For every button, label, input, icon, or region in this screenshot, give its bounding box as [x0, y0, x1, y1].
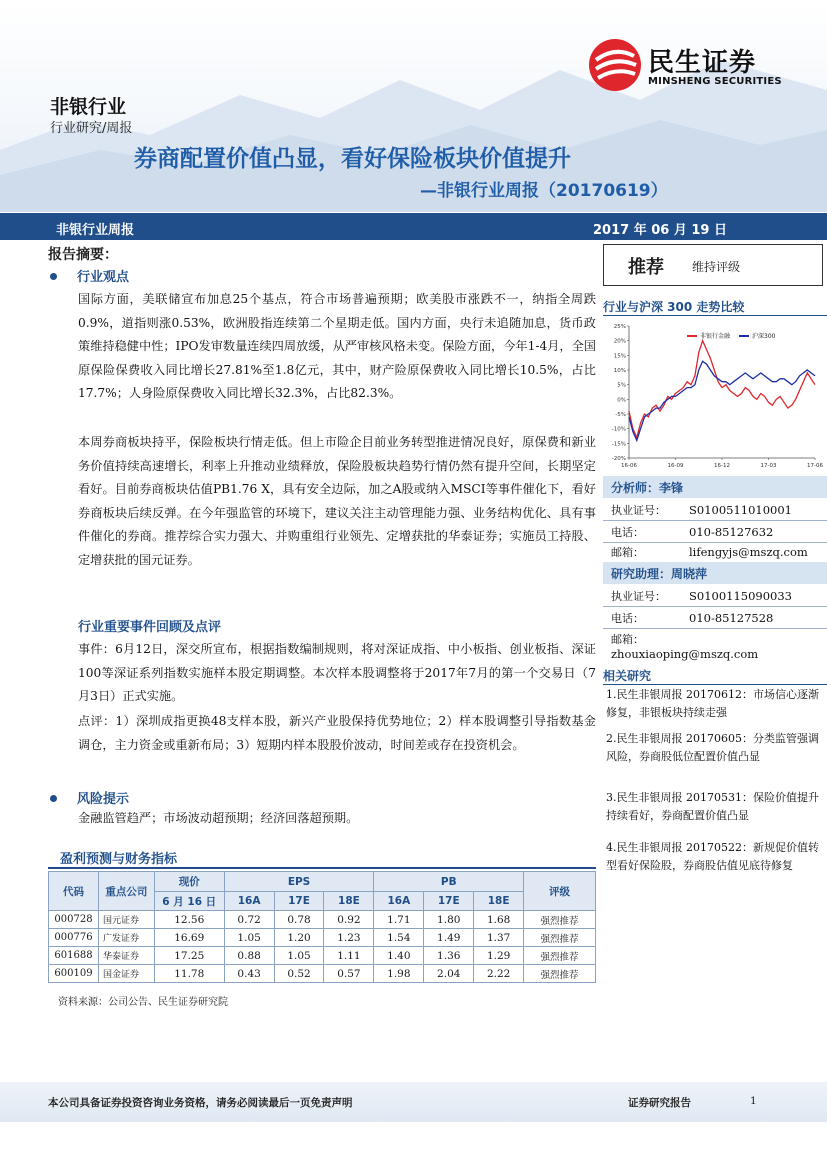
col-rating: 评级 [524, 872, 596, 911]
y-tick-label: 25% [613, 324, 626, 330]
summary-title: 报告摘要： [48, 247, 118, 263]
band-report-name: 非银行业周报 [56, 223, 135, 238]
legend-label-1: 非银行金融 [700, 333, 731, 340]
rating-value: 推荐 [628, 257, 664, 278]
y-tick-label: 0% [617, 397, 626, 404]
col-eps: EPS [224, 872, 374, 892]
report-title: 券商配置价值凸显，看好保险板块价值提升 [134, 146, 571, 172]
series-line-2 [629, 361, 815, 440]
band-report-date: 2017 年 06 月 19 日 [593, 223, 727, 238]
col-eps-17e: 17E [274, 892, 324, 911]
assistant-email[interactable]: 邮箱：zhouxiaoping@mszq.com [611, 633, 759, 661]
report-type: 行业研究/周报 [50, 121, 133, 136]
y-tick-label: 10% [613, 368, 626, 374]
col-pb-18e: 18E [474, 892, 524, 911]
related-heading-rule [603, 684, 827, 685]
bullet-icon [50, 273, 57, 280]
comment-paragraph: 点评：1）深圳成指更换48支样本股，新兴产业股保持优势地位；2）样本股调整引导指数基金调仓，主力资金或重新布局；3）短期内样本股股价波动，时间差或存在投资机会。 [78, 714, 596, 752]
table-title: 盈利预测与财务指标 [60, 852, 178, 867]
related-report-1[interactable]: 1.民生非银周报 20170612：市场信心逐渐修复，非银板块持续走强 [606, 688, 819, 719]
assistant-cert: 执业证号： S0100115090033 [611, 589, 792, 603]
y-tick-label: -10% [611, 426, 626, 433]
y-tick-label: -5% [615, 412, 626, 418]
legend-label-2: 沪深300 [752, 333, 776, 340]
bullet-icon [50, 795, 57, 802]
table-source: 资料来源：公司公告、民生证券研究院 [58, 997, 228, 1008]
col-eps-18e: 18E [324, 892, 374, 911]
divider [603, 542, 827, 543]
col-code: 代码 [49, 872, 99, 911]
page-number: 1 [750, 1095, 757, 1107]
table-row: 601688 华泰证券 17.25 0.88 1.05 1.11 1.40 1.36 1.29 强烈推荐 [49, 947, 596, 965]
col-company: 重点公司 [98, 872, 154, 911]
analyst-heading-bar [603, 476, 827, 498]
col-pb: PB [374, 872, 524, 892]
divider [603, 606, 827, 607]
industry-label: 非银行业 [50, 96, 127, 118]
risk-heading: 风险提示 [48, 788, 129, 807]
footer-disclaimer: 本公司具备证券投资咨询业务资格，请务必阅读最后一页免责声明 [48, 1097, 353, 1109]
events-heading: 行业重要事件回顾及点评 [78, 620, 222, 635]
col-price: 现价 [154, 872, 224, 892]
brand-name-en: MINSHENG SECURITIES [648, 76, 782, 87]
risk-paragraph: 金融监管趋严；市场波动超预期；经济回落超预期。 [78, 811, 359, 825]
table-row: 600109 国金证券 11.78 0.43 0.52 0.57 1.98 2.04 2.22 强烈推荐 [49, 965, 596, 983]
divider [603, 520, 827, 521]
chart-heading: 行业与沪深 300 走势比较 [603, 300, 745, 314]
x-tick-label: 16-12 [714, 463, 730, 469]
x-tick-label: 16-09 [667, 463, 684, 469]
financial-forecast-table [48, 871, 596, 983]
company-logo [588, 38, 788, 98]
y-tick-label: -15% [611, 441, 626, 448]
analyst-email[interactable]: 邮箱： lifengyjs@mszq.com [611, 545, 808, 559]
view-paragraph-1: 国际方面，美联储宣布加息25个基点，符合市场普遍预期；欧美股市涨跌不一，纳指全周跌0.9%，道指则涨0.53%，欧洲股指连续第二个星期走低。国内方面，央行未追随加息，货币政策维持稳健中性；IPO发审数量连续四周放缓，从严审核风格未变。保险方面，今年1-4月，全国原保险保费收入同比增长27.81%至1.8亿元，其中，财产险原保费收入同比增长10.5%，占比17.7%；人身险原保费收入同比增长32.3%，占比82.3%。 [78, 292, 596, 401]
rating-box [603, 244, 823, 286]
x-tick-label: 16-06 [621, 463, 637, 469]
brand-name-cn: 民生证券 [648, 48, 757, 78]
related-report-3[interactable]: 3.民生非银周报 20170531：保险价值提升持续看好，券商配置价值凸显 [606, 791, 819, 822]
industry-view-heading: 行业观点 [48, 266, 129, 285]
related-heading: 相关研究 [603, 669, 652, 683]
col-pb-17e: 17E [424, 892, 474, 911]
view-paragraph-2: 本周券商板块持平，保险板块行情走低。但上市险企目前业务转型推进情况良好，原保费和新业务价值持续高速增长，利率上升推动业绩释放，保险股板块趋势行情仍然有提升空间，长期坚定看好。目前券商板块估值PB1.76 X，具有安全边际，加之A股或纳入MSCI等事件催化下，看好券商板块后续反弹。在今年强监管的环境下，建议关注主动管理能力强、业务结构优化、具有事件催化的券商。推荐综合实力强大、并购重组行业领先、定增获批的华泰证券；实施员工持股、定增获批的国元证券。 [78, 435, 596, 567]
page-footer [0, 1082, 827, 1122]
table-row: 000776 广发证券 16.69 1.05 1.20 1.23 1.54 1.49 1.37 强烈推荐 [49, 929, 596, 947]
col-pb-16a: 16A [374, 892, 424, 911]
y-tick-label: -20% [611, 456, 626, 462]
table-top-rule [48, 867, 596, 869]
chart-heading-rule [603, 315, 827, 316]
minsheng-logo-icon [588, 38, 642, 92]
table-row: 000728 国元证券 12.56 0.72 0.78 0.92 1.71 1.80 1.68 强烈推荐 [49, 911, 596, 929]
x-tick-label: 17-03 [760, 463, 777, 469]
analyst-phone: 电话： 010-85127632 [611, 525, 774, 539]
trend-chart-svg [605, 318, 823, 478]
col-eps-16a: 16A [224, 892, 274, 911]
y-tick-label: 15% [613, 353, 626, 360]
analyst-heading: 分析师：李锋 [611, 481, 684, 495]
footer-label: 证券研究报告 [628, 1097, 691, 1109]
rating-note: 维持评级 [692, 260, 741, 274]
report-subtitle: —非银行业周报（20170619） [420, 181, 668, 201]
x-tick-label: 17-06 [807, 463, 823, 469]
col-price-date: 6 月 16 日 [154, 892, 224, 911]
analyst-cert: 执业证号： S0100511010001 [611, 503, 792, 517]
divider [603, 628, 827, 629]
assistant-phone: 电话： 010-85127528 [611, 611, 774, 625]
y-tick-label: 20% [613, 338, 626, 345]
related-report-2[interactable]: 2.民生非银周报 20170605：分类监管强调风险，券商股低位配置价值凸显 [606, 732, 819, 763]
event-paragraph: 事件：6月12日，深交所宣布，根据指数编制规则，将对深证成指、中小板指、创业板指、深证100等深证系列指数实施样本股定期调整。本次样本股调整将于2017年7月的第一个交易日（7月3日）正式实施。 [78, 642, 596, 704]
y-tick-label: 5% [617, 382, 626, 389]
related-report-4[interactable]: 4.民生非银周报 20170522：新规促价值转型看好保险股，券商股估值见底待修复 [606, 841, 819, 872]
assistant-heading-bar [603, 562, 827, 584]
assistant-heading: 研究助理：周晓萍 [611, 567, 708, 581]
series-line-1 [629, 341, 815, 438]
trend-chart [605, 318, 823, 478]
title-band [0, 213, 827, 240]
